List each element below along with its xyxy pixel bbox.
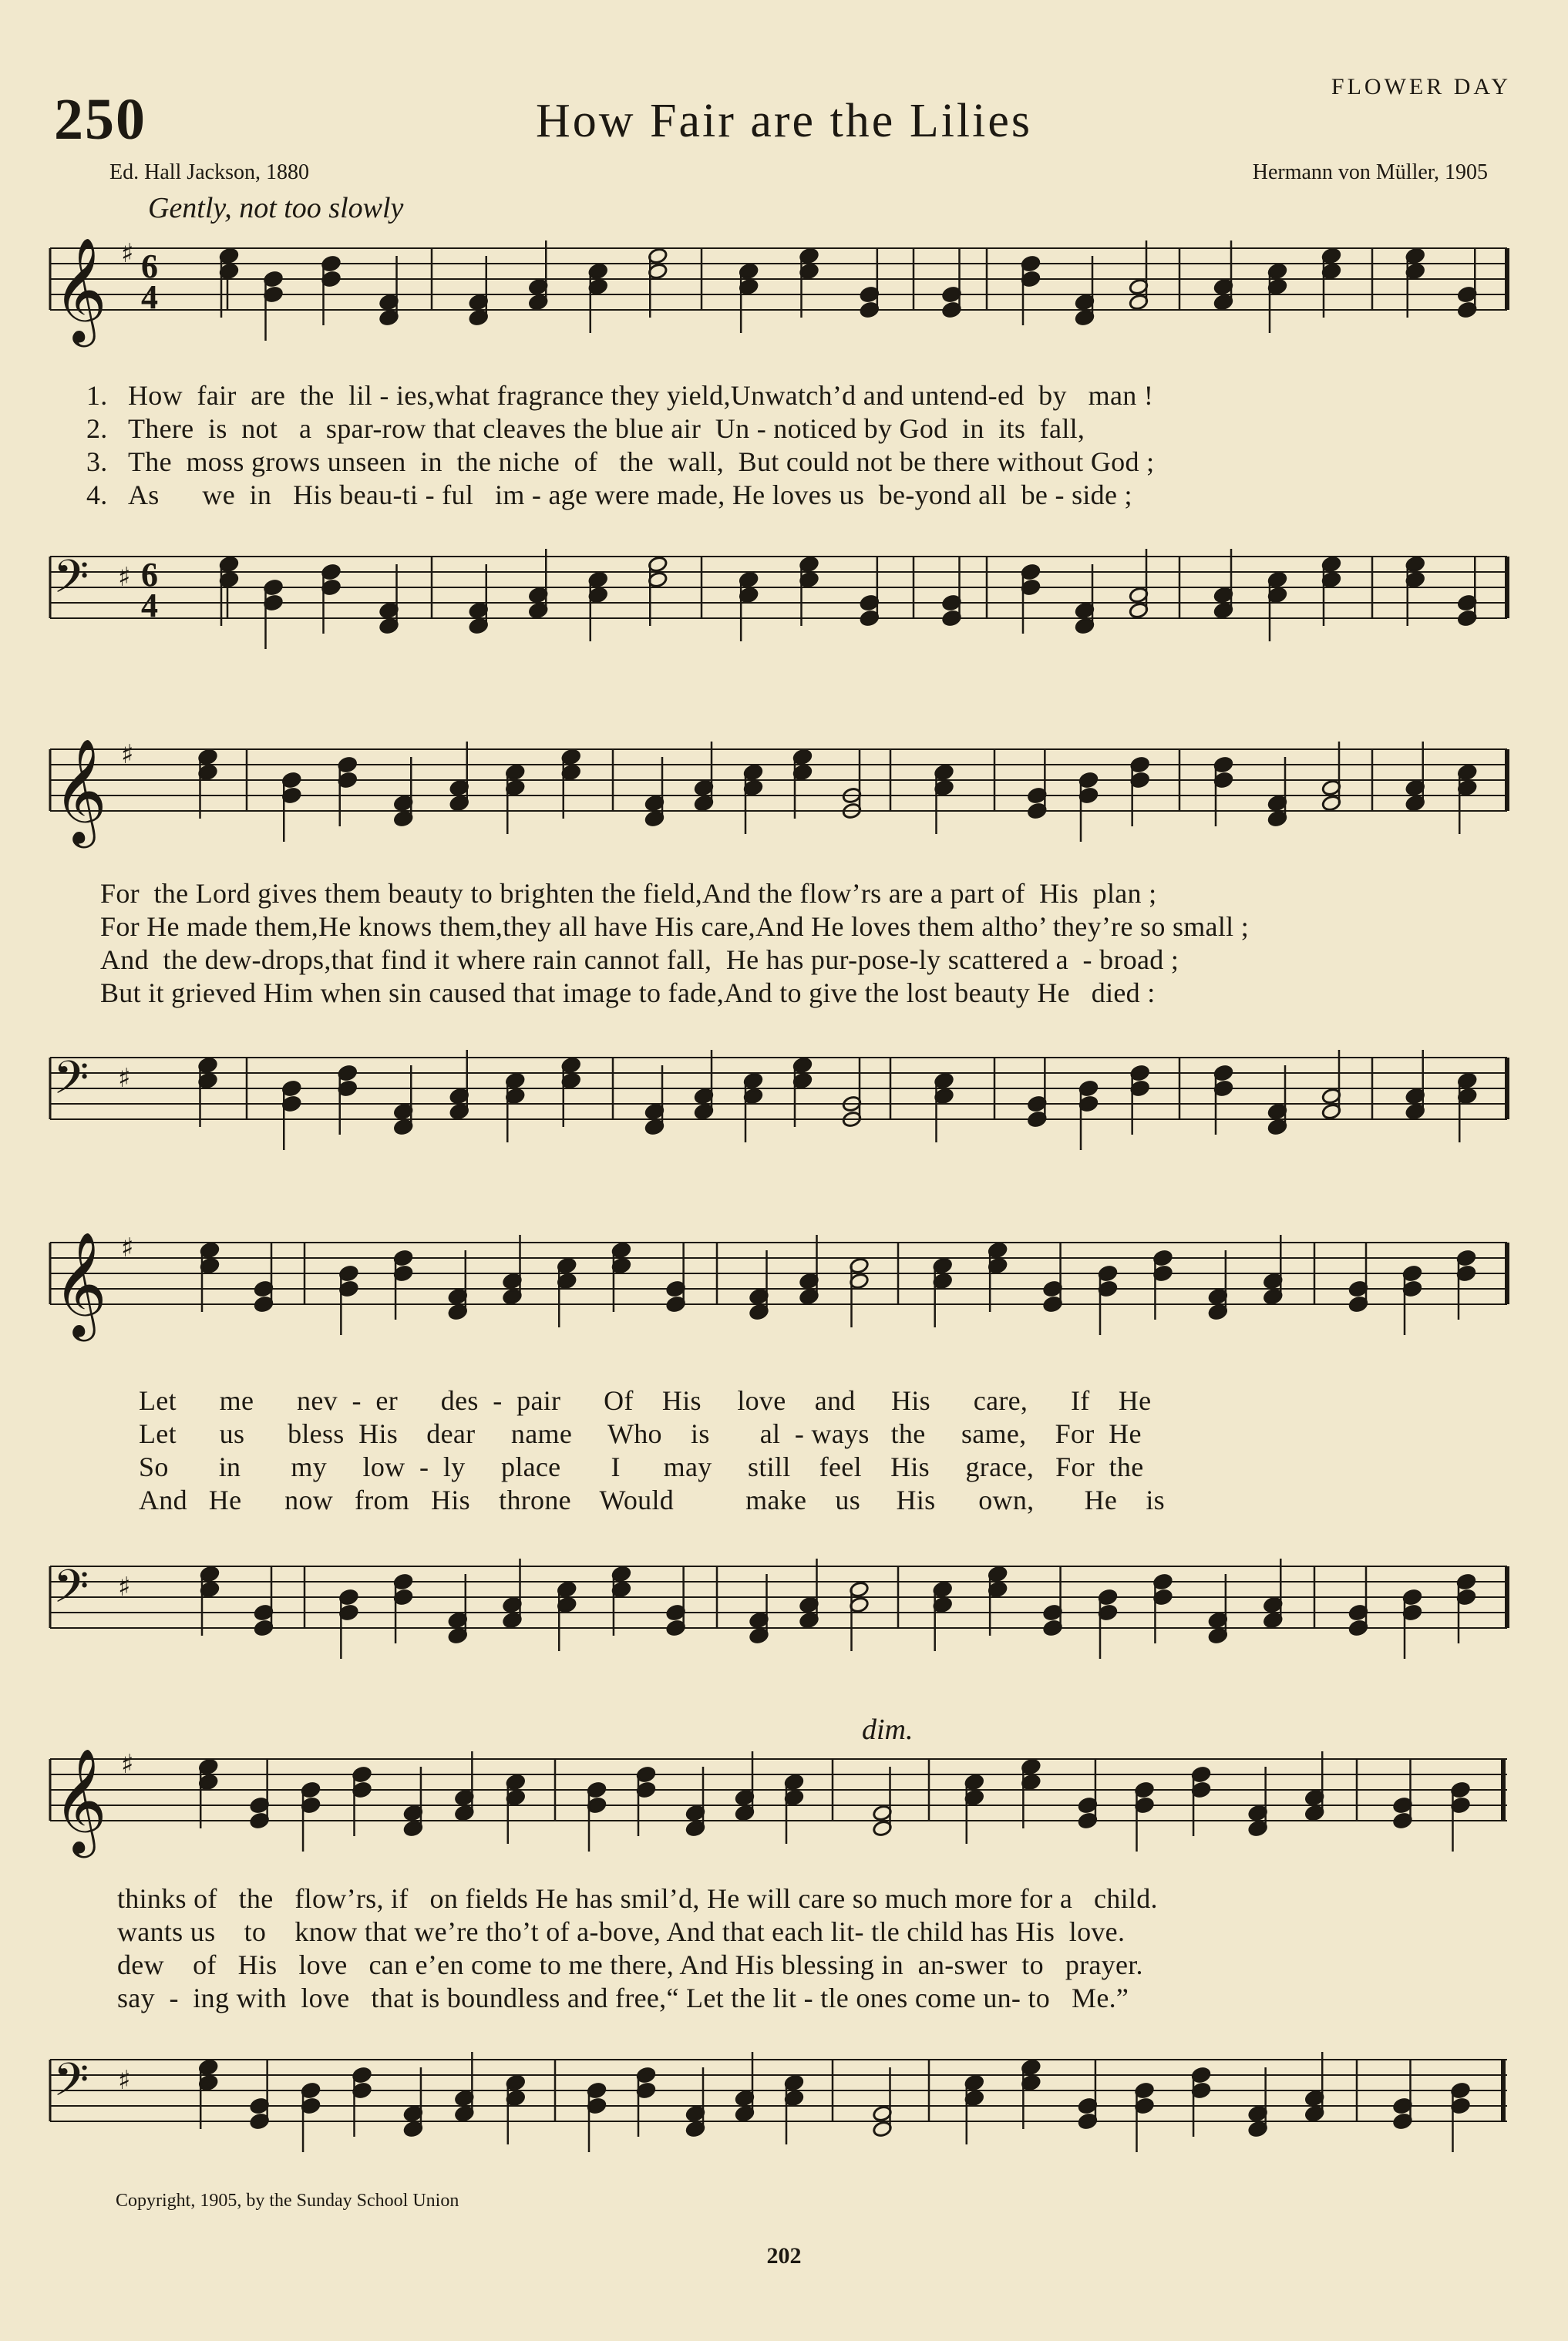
lyric-text: And the dew-drops,that find it where rain cannot fall, He has pur-pose-ly scattered a - broad ; [100,944,1179,975]
time-signature-bottom: 4 [141,278,158,316]
treble-staff [0,717,1568,871]
sharp-icon: ♯ [118,562,131,593]
lyric-text: Let me nev - er des - pair Of His love and His care, If He [139,1385,1152,1416]
lyric-text: For the Lord gives them beauty to brighten the field,And the flow’rs are a part of His plan ; [100,878,1157,909]
sharp-icon: ♯ [118,1572,131,1603]
lyric-line [117,1882,1158,1915]
hymn-title: How Fair are the Lilies [535,95,1033,147]
lyric-text: How fair are the lil - ies,what fragrance they yield,Unwatch’d and untend-ed by man ! [128,380,1154,411]
lyric-line [100,910,1249,943]
sharp-icon: ♯ [121,739,134,770]
treble-staff [0,1210,1568,1380]
copyright-notice: Copyright, 1905, by the Sunday School Union [116,2191,459,2211]
lyric-text: say - ing with love that is boundless and free,“ Let the lit - tle ones come un- to Me.” [117,1983,1129,2013]
bass-staff [0,1025,1568,1179]
treble-staff [0,231,1568,378]
treble-clef-icon: 𝄞 [53,1230,107,1337]
time-signature-bottom: 4 [141,587,158,624]
author-credit: Ed. Hall Jackson, 1880 [109,160,309,184]
sharp-icon: ♯ [121,1233,134,1263]
lyric-text: The moss grows unseen in the niche of the wall, But could not be there without God ; [128,446,1155,477]
lyric-line [86,379,1153,412]
bass-clef-icon: 𝄢 [53,2053,89,2117]
treble-clef-icon: 𝄞 [53,737,107,843]
lyric-text: wants us to know that we’re tho’t of a-bove, And that each lit- tle child has His love. [117,1916,1126,1947]
lyric-text: For He made them,He knows them,they all have His care,And He loves them altho’ they’re so small ; [100,911,1250,942]
lyric-text: But it grieved Him when sin caused that image to fade,And to give the lost beauty He died : [100,977,1156,1008]
sharp-icon: ♯ [121,1749,134,1780]
lyric-line [117,1949,1143,1981]
verse-number: 2. [86,413,108,444]
verse-number: 4. [86,479,108,510]
lyric-line [100,943,1179,976]
sharp-icon: ♯ [118,2065,131,2096]
lyric-text: dew of His love can e’en come to me there, And His blessing in an-swer to prayer. [117,1949,1143,1980]
bass-staff [0,524,1568,678]
lyric-text: thinks of the flow’rs, if on fields He has smil’d, He will care so much more for a child. [117,1883,1158,1914]
lyric-line [100,877,1156,910]
lyric-line [139,1418,1142,1450]
occasion-label: FLOWER DAY [1331,74,1511,99]
treble-clef-icon: 𝄞 [53,1747,107,1853]
time-signature-top: 6 [141,556,158,594]
time-signature-top: 6 [141,247,158,285]
lyric-line [86,446,1154,478]
lyric-text: As we in His beau-ti - ful im - age were made, He loves us be-yond all be - side ; [128,479,1132,510]
bass-staff [0,2027,1568,2181]
tempo-marking: Gently, not too slowly [148,192,404,224]
lyric-line [139,1484,1165,1516]
page-number: 202 [766,2243,802,2269]
lyric-line [117,1982,1129,2014]
bass-staff [0,1534,1568,1688]
verse-number: 1. [86,380,108,411]
bass-clef-icon: 𝄢 [53,1559,89,1624]
lyric-line [86,412,1085,445]
lyric-text: And He now from His throne Would make us His own, He is [139,1485,1165,1515]
bass-clef-icon: 𝄢 [53,550,89,614]
bass-clef-icon: 𝄢 [53,1051,89,1115]
sharp-icon: ♯ [121,238,134,269]
treble-clef-icon: 𝄞 [53,236,107,342]
lyric-text: So in my low - ly place I may still feel His grace, For the [139,1451,1144,1482]
hymn-number: 250 [54,87,146,152]
sharp-icon: ♯ [118,1063,131,1094]
lyric-line [86,479,1132,511]
composer-credit: Hermann von Müller, 1905 [1252,160,1488,184]
treble-staff [0,1727,1568,1889]
lyric-text: There is not a spar-row that cleaves the blue air Un - noticed by God in its fall, [128,413,1085,444]
dynamic-marking: dim. [862,1714,914,1746]
lyric-line [139,1451,1144,1483]
lyric-line [117,1916,1125,1948]
lyric-line [139,1384,1151,1417]
lyric-text: Let us bless His dear name Who is al - ways the same, For He [139,1418,1142,1449]
verse-number: 3. [86,446,108,477]
lyric-line [100,977,1156,1009]
